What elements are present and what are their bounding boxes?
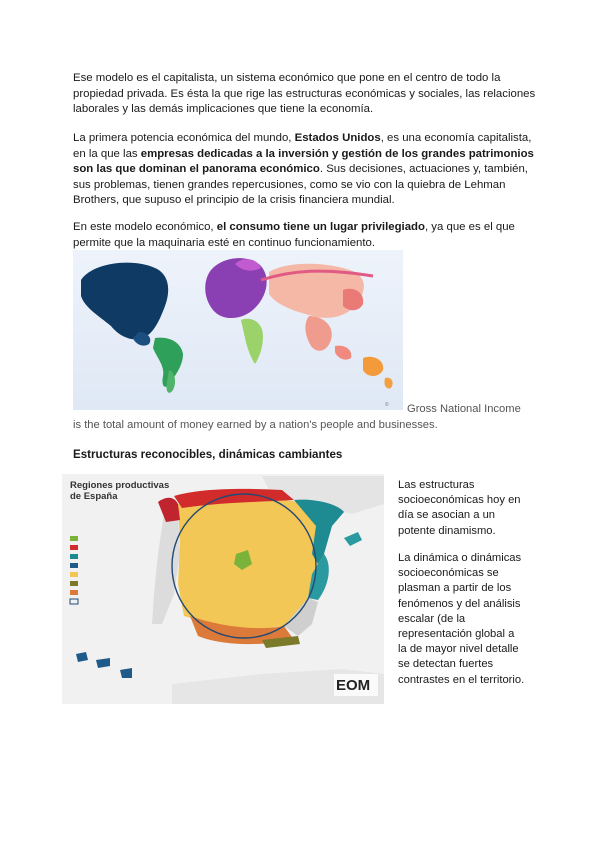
p2-text-e: . Sus decisiones, actuaciones y, también, sus problemas, tienen grandes repercusiones, como se vio con la quiebra de Lehman Brothers, que supuso el principio de la crisis financiera mundial. <box>73 163 528 207</box>
p3-text-c: , ya que es el que permite que la maquinaria esté en continuo funcionamiento. <box>73 221 515 249</box>
paragraph-capitalism: Ese modelo es el capitalista, un sistema económico que pone en el centro de todo la propiedad privada. Es ésta la que rige las estructuras económicas y sociales, las relaciones laborales y las demás implicaciones que tiene la economía. <box>73 72 536 116</box>
p3-text-a: En este modelo económico, <box>73 221 217 233</box>
map2-title-line1: Regiones productivas <box>70 480 170 491</box>
paragraph-usa <box>73 131 543 209</box>
p3-bold-consumption: el consumo tiene un lugar privilegiado <box>216 221 425 233</box>
map1-caption-description: is the total amount of money earned by a nation's people and businesses. <box>73 419 438 431</box>
map2-title-line2: de España <box>70 491 118 502</box>
p2-bold-companies: empresas dedicadas a la inversión y gestión de los grandes patrimonios son las que dominan el panorama económico <box>73 147 534 176</box>
spain-productive-regions-map <box>62 474 384 704</box>
p2-bold-usa: Estados Unidos <box>294 132 381 144</box>
map1-caption-title: Gross National Income <box>407 403 521 415</box>
world-gni-cartogram <box>73 250 403 410</box>
p2-text-c: , es una economía capitalista, en la que las <box>73 132 532 160</box>
map2-logo: EOM <box>336 677 371 694</box>
section-heading: Estructuras reconocibles, dinámicas cambiantes <box>73 448 343 461</box>
paragraph-consumption <box>73 220 543 251</box>
map1-watermark: © <box>385 402 389 408</box>
side-text-dynamics: La dinámica o dinámicas socioeconómicas se plasman a partir de los fenómenos y del análisis escalar (de la representación global a la de mayor nivel detalle se detectan fuertes contrastes en el territorio. <box>398 552 525 686</box>
side-text-structures: Las estructuras socioeconómicas hoy en día se asocian a un potente dinamismo. <box>398 479 521 537</box>
p2-text-a: La primera potencia económica del mundo, <box>73 132 295 144</box>
